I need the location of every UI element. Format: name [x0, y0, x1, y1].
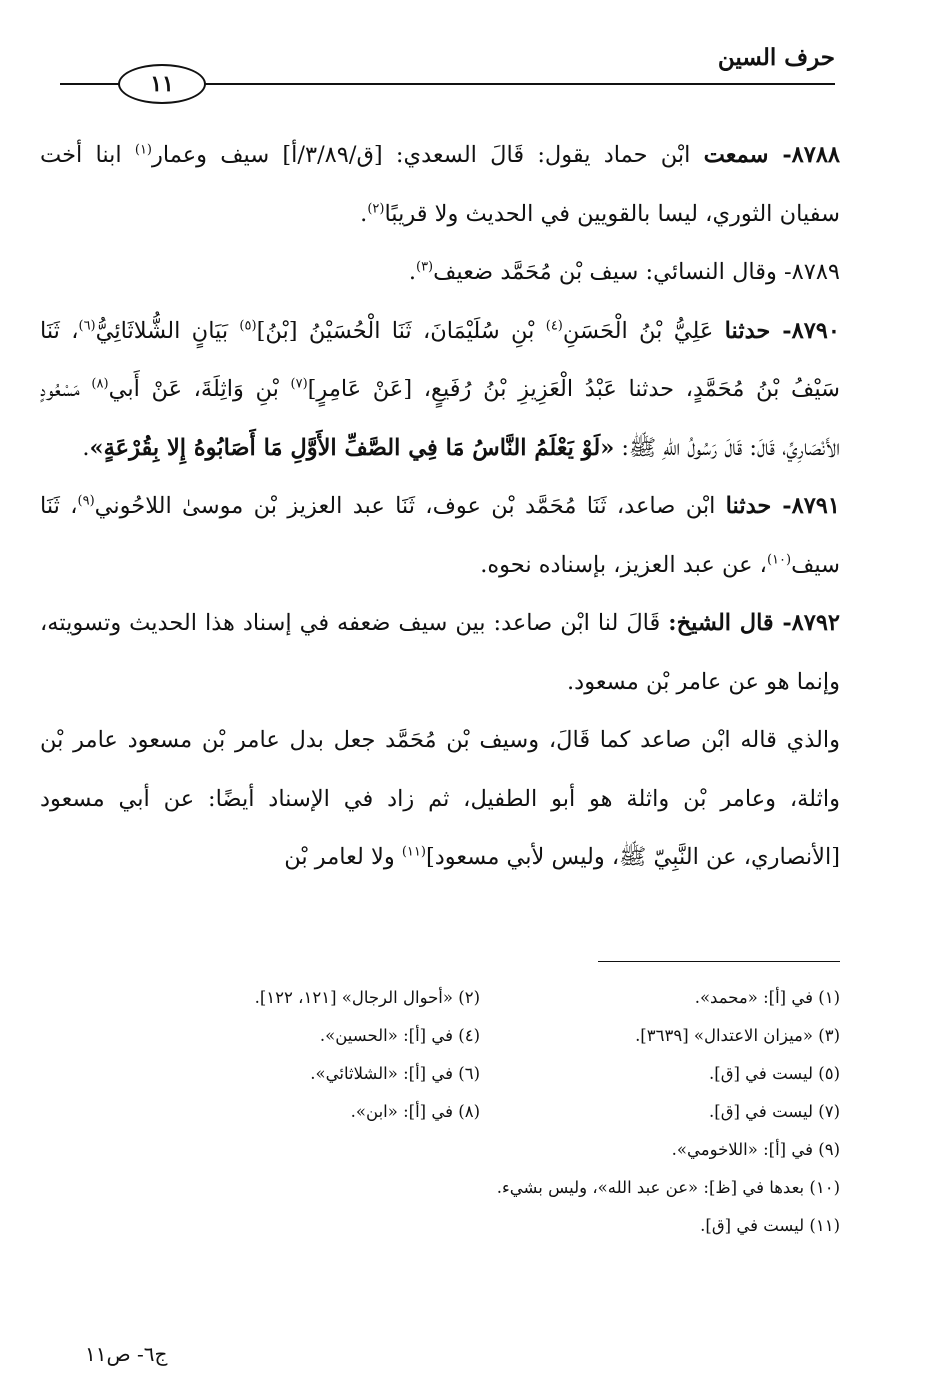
entry-text: قَالَ لنا ابْن صاعد: بين سيف ضعفه في إسناد هذا الحديث وتسويته، وإنما هو عن عامر بْن مسعود. [40, 610, 840, 695]
entry-lead: ٨٧٩٠- حدثنا [724, 317, 840, 344]
footnote-ref: (٩) [77, 493, 95, 509]
main-text [40, 126, 840, 887]
footnote-row [120, 978, 840, 1016]
footnote-ref: (١١) [401, 844, 426, 860]
entry-text: عَلِيُّ بْنُ الْحَسَنِ [562, 317, 725, 344]
entry-text: ابنا أخت سفيان الثوري، ليسا بالقويين في الحديث ولا قريبًا [40, 142, 840, 227]
page-number-badge [118, 64, 206, 104]
footnote: (٩) في [أ]: «اللاخومي». [671, 1139, 840, 1159]
entry-text: ٨٧٨٩- وقال النسائي: سيف بْن مُحَمَّد ضعيف [433, 259, 840, 285]
footnote: (٣) «ميزان الاعتدال» [٣٦٣٩]. [635, 1025, 840, 1045]
footnote-ref: (١٠) [766, 552, 792, 567]
entry-text: بْنِ وَاثِلَةَ، عَنْ أَبي [108, 376, 291, 402]
entry-text: ، عن عبد العزيز، بإسناده نحوه. [480, 551, 767, 578]
footnote-ref: (٢) [367, 201, 385, 216]
entry-text: ، ثَنَا سَيْفُ بْنُ مُحَمَّدٍ، حدثنا عَبْدُ الْعَزِيزِ بْنُ رُفَيعٍ، [عَنْ عَامِرٍ] [40, 317, 840, 402]
footnote-ref: (٦) [78, 318, 96, 333]
chapter-title: حرف السين [717, 44, 835, 71]
commentary-paragraph [40, 711, 840, 887]
entry-8789 [40, 243, 840, 302]
footnote: (٨) في [أ]: «ابن». [350, 1101, 480, 1121]
volume-page-reference: ج٦- ص١١ [85, 1342, 168, 1366]
page-number: ١١ [150, 71, 174, 97]
footnote-ref: (٤) [545, 318, 563, 333]
footnote-row [120, 1168, 840, 1206]
entry-text: بْنِ سُلَيْمَانَ، ثَنَا الْحُسَيْنُ [بْنُ] [256, 317, 546, 344]
footnotes-rule [598, 961, 840, 962]
entry-8791 [40, 477, 840, 594]
footnote: (٢) «أحوال الرجال» [١٢١، ١٢٢]. [254, 987, 480, 1007]
entry-text: . [82, 434, 90, 461]
entry-text: ابْن صاعد، ثَنَا مُحَمَّد بْن عوف، ثَنَا عبد العزيز بْن موسىٰ اللاحُوني [94, 493, 726, 519]
footnote: (١١) ليست في [ق]. [700, 1215, 840, 1235]
entry-8790 [40, 302, 840, 478]
footnote: (٥) ليست في [ق]. [709, 1063, 840, 1083]
footnote-row [120, 1206, 840, 1244]
entry-text: بَيَانٍ الشُّلاثَائِيُّ [95, 317, 240, 344]
entry-text: ولا لعامر بْن [284, 844, 402, 870]
entry-text: . [360, 200, 368, 227]
footnote: (٤) في [أ]: «الحسين». [319, 1025, 480, 1045]
entry-8788 [40, 126, 840, 243]
entry-lead: ٨٧٨٨- سمعت [703, 142, 841, 168]
footnotes [120, 978, 840, 1244]
footnote: (١٠) بعدها في [ظ]: «عن عبد الله»، وليس بشيء. [496, 1177, 840, 1197]
entry-text: ابْن حماد يقول: قَالَ السعدي: [ق/٣/٨٩/أ] سيف وعمار [152, 142, 704, 168]
entry-text: مَسْعُودٍ الأَنْصَارِيِّ، قَالَ: قَالَ رَسُولُ اللهِ ﷺ: [40, 376, 840, 461]
hadith-quote: «لَوْ يَعْلَمُ النَّاسُ مَا فِي الصَّفِّ الأَوَّلِ مَا أَصَابُوهُ إِلا بِقُرْعَةٍ» [89, 434, 615, 461]
footnote: (٧) ليست في [ق]. [709, 1101, 840, 1121]
footnote: (٦) في [أ]: «الشلاثائي». [310, 1063, 480, 1083]
footnote-ref: (١) [134, 142, 152, 158]
footnote-row [120, 1016, 840, 1054]
footnote-ref: (٨) [91, 376, 109, 392]
entry-text: ، ثَنَا سيف [40, 493, 840, 578]
footnote: (١) في [أ]: «محمد». [694, 987, 840, 1007]
footnote-ref: (٥) [239, 318, 257, 333]
footnote-row [120, 1092, 840, 1130]
entry-8792 [40, 594, 840, 711]
entry-text: . [408, 259, 416, 285]
entry-text: والذي قاله ابْن صاعد كما قَالَ، وسيف بْن مُحَمَّد جعل بدل عامر بْن مسعود عامر بْن واثلة، وعامر بْن واثلة هو أبو الطفيل، ثم زاد في الإسناد أيضًا: عن أبي مسعود [الأنصاري، عن النَّبِيّ ﷺ، وليس لأبي مسعود] [40, 727, 840, 870]
entry-lead: ٨٧٩٢- قال الشيخ: [668, 610, 841, 636]
footnote-ref: (٣) [415, 259, 434, 275]
entry-lead: ٨٧٩١- حدثنا [725, 493, 840, 519]
footnote-row [120, 1130, 840, 1168]
footnote-ref: (٧) [290, 376, 308, 392]
footnote-row [120, 1054, 840, 1092]
